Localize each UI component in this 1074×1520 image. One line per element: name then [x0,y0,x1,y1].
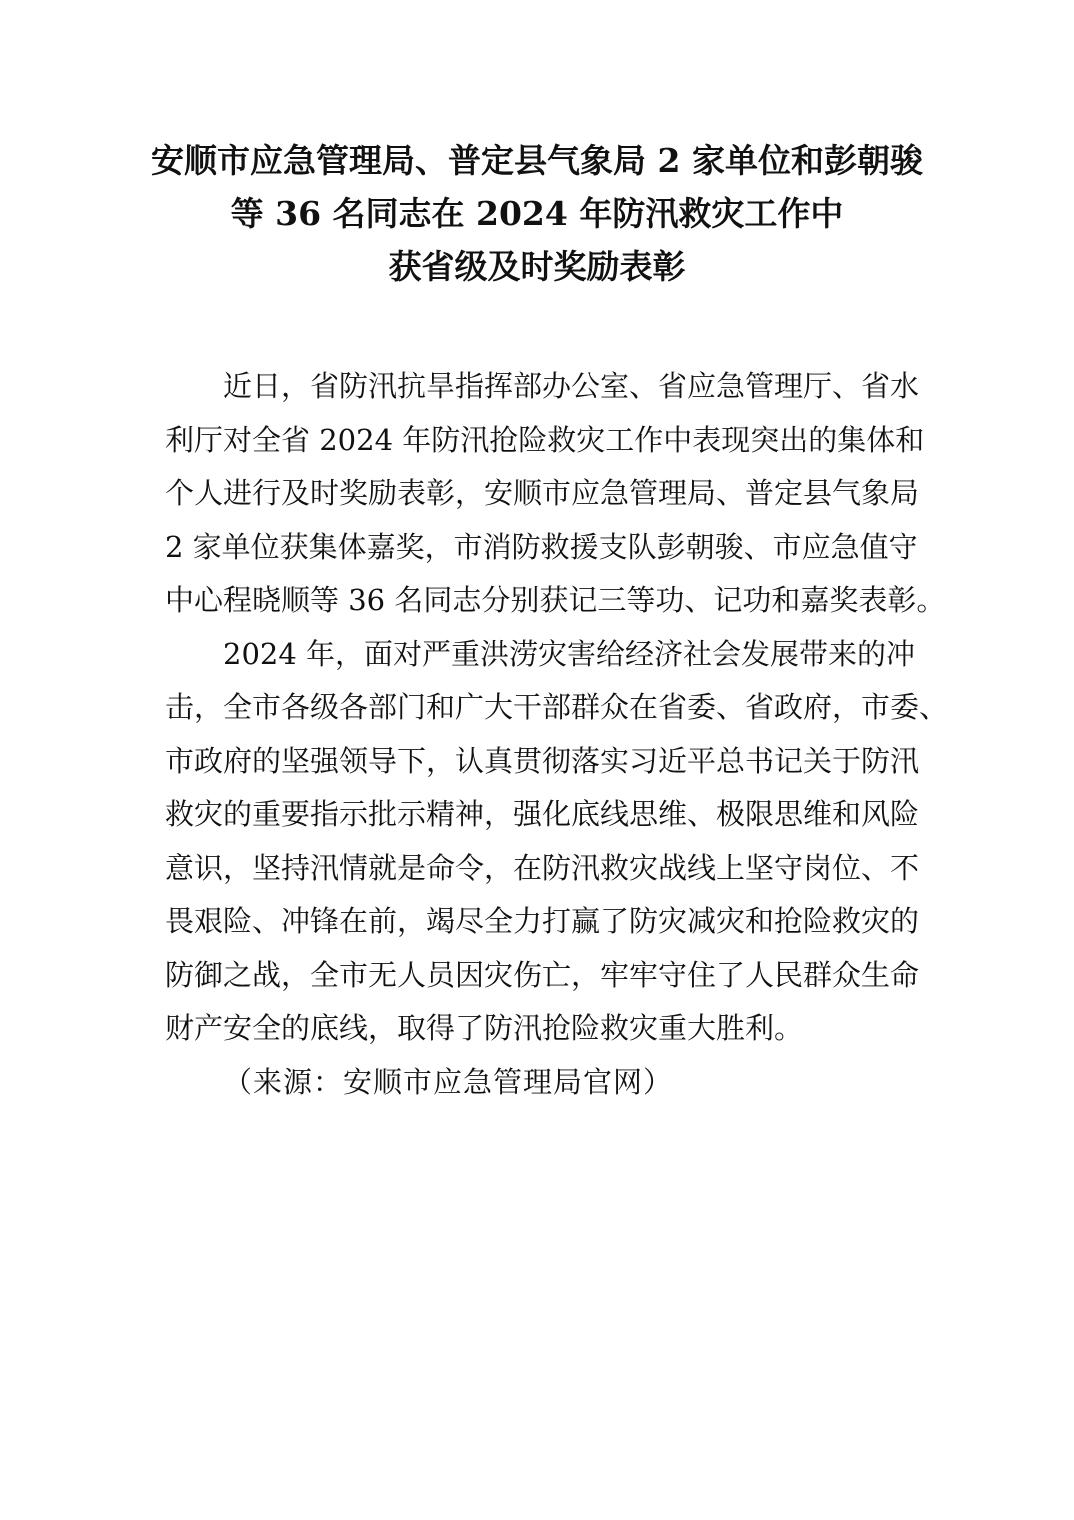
paragraph-1 [165,360,946,628]
paragraph-2 [165,628,949,1056]
title-line: 安顺市应急管理局、普定县气象局 2 家单位和彭朝骏 [151,141,923,180]
body-line: 2 家单位获集体嘉奖，市消防救援支队彭朝骏、市应急值守 [165,529,918,564]
document-body [165,360,949,1109]
body-line: 中心程晓顺等 36 名同志分别获记三等功、记功和嘉奖表彰。 [165,583,946,617]
body-line: 击，全市各级各部门和广大干部群众在省委、省政府，市委、 [165,690,949,724]
body-line: 救灾的重要指示批示精神，强化底线思维、极限思维和风险 [165,797,920,831]
title-line: 获省级及时奖励表彰 [388,247,686,286]
body-line: 利厅对全省 2024 年防汛抢险救灾工作中表现突出的集体和 [165,422,925,457]
body-line: 近日，省防汛抗旱指挥部办公室、省应急管理厅、省水 [223,369,920,403]
body-line: 市政府的坚强领导下，认真贯彻落实习近平总书记关于防汛 [165,743,920,778]
body-line: 财产安全的底线，取得了防汛抢险救灾重大胜利。 [165,1011,804,1045]
title-line: 等 36 名同志在 2024 年防汛救灾工作中 [230,194,844,233]
body-line: 2024 年，面对严重洪涝灾害给经济社会发展带来的冲 [223,636,916,671]
body-line: 防御之战，全市无人员因灾伤亡，牢牢守住了人民群众生命 [165,957,920,992]
body-line: 个人进行及时奖励表彰，安顺市应急管理局、普定县气象局 [165,476,920,510]
document-title [140,134,934,293]
source-note: （来源：安顺市应急管理局官网） [223,1064,674,1099]
body-line: 畏艰险、冲锋在前，竭尽全力打赢了防灾减灾和抢险救灾的 [165,904,920,938]
body-line: 意识，坚持汛情就是命令，在防汛救灾战线上坚守岗位、不 [165,850,920,885]
